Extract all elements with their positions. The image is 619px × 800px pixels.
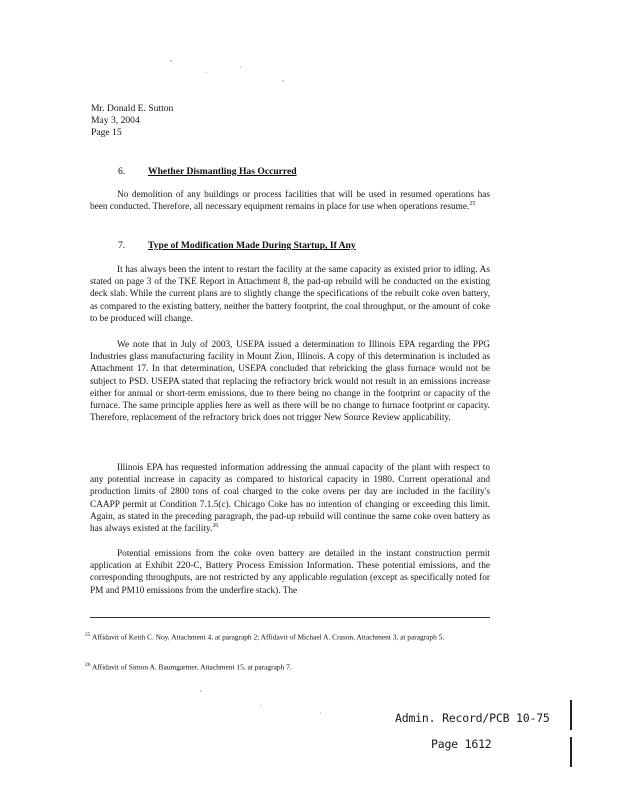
section-6-body (90, 189, 490, 213)
footnote (85, 630, 495, 642)
section-number: 7. (118, 240, 126, 251)
scan-speckle (205, 72, 207, 73)
section-title: Whether Dismantling Has Occurred (148, 166, 297, 177)
scan-speckle (260, 705, 262, 706)
footnote-text: Affidavit of Keith C. Noy, Attachment 4, at paragraph 2; Affidavit of Michael A. Crason, Attachment 3, at paragraph 5. (91, 632, 445, 642)
section-number: 6. (118, 166, 126, 177)
section-title: Type of Modification Made During Startup, If Any (148, 240, 356, 251)
scan-speckle (240, 66, 241, 68)
scan-speckle (282, 80, 284, 82)
scan-speckle (200, 690, 202, 692)
paragraph-text: No demolition of any buildings or process facilities that will be used in resumed operations has been conducted. Therefore, all necessary equipment remains in place for use when operations resume. (90, 190, 490, 213)
paragraph: We note that in July of 2003, USEPA issued a determination to Illinois EPA regarding the PPG Industries glass manufacturing facility in Mount Zion, Illinois. A copy of this determination is included as Attachment 17. In that determination, USEPA concluded that rebricking the glass furnace would not be subject to PSD. USEPA stated that replacing the refractory brick would not result in an emissions increase either for annual or short-term emissions, due to there being no change in the footprint or capacity of the furnace. The same principle applies here as well as there will be no change to furnace footprint or capacity. Therefore, replacement of the refractory brick does not trigger New Source Review applicability. (90, 340, 490, 424)
stamp-page-number: Page 1612 (431, 737, 492, 751)
footnote-number: 26 (85, 662, 91, 668)
margin-bar (570, 700, 572, 730)
section-heading-6 (118, 166, 297, 177)
margin-bar (570, 737, 572, 767)
recipient-name: Mr. Donald E. Sutton (91, 103, 174, 114)
footnote-divider (90, 617, 490, 618)
letter-header (91, 103, 173, 138)
footnote-ref: 26 (212, 522, 219, 529)
paragraph (90, 189, 490, 213)
section-7-para-3 (90, 462, 490, 535)
section-7-para-2 (90, 339, 490, 424)
admin-record-stamp: Admin. Record/PCB 10-75 (395, 711, 550, 725)
letter-date: May 3, 2004 (91, 114, 140, 126)
scan-speckle (170, 60, 172, 62)
footnote-text: Affidavit of Simon A. Baumgartner, Attachment 15, at paragraph 7. (91, 662, 292, 672)
letter-page-number: Page 15 (91, 126, 122, 138)
section-7-para-1 (90, 264, 490, 325)
paragraph: Potential emissions from the coke oven battery are detailed in the instant construction permit application at Exhibit 220-C, Battery Process Emission Information. These potential emissions, and the corresponding throughputs, are not restricted by any applicable regulation (except as specifically noted for PM and PM10 emissions from the underfire stack). The (90, 549, 490, 596)
section-7-para-4 (90, 548, 490, 597)
section-heading-7 (118, 240, 356, 251)
paragraph: It has always been the intent to restart the facility at the same capacity as existed prior to idling. As stated on page 3 of the TKE Report in Attachment 8, the pad-up rebuild will be conducted on the existing deck slab. While the current plans are to slightly change the specifications of the rebuilt coke oven battery, as compared to the existing battery, neither the battery footprint, the coal throughput, or the amount of coke to be produced will change. (90, 265, 490, 324)
footnote-number: 25 (85, 632, 91, 638)
footnote-ref: 25 (469, 201, 476, 208)
paragraph (90, 462, 490, 535)
footnote (85, 660, 495, 672)
scan-speckle (320, 712, 321, 714)
paragraph-text: Illinois EPA has requested information addressing the annual capacity of the plant with respect to any potential increase in capacity as compared to historical capacity in 1980. Current operational and production limits of 2800 tons of coal charged to the coke ovens per day are included in the facility's CAAPP permit at Condition 7.1.5(c). Chicago Coke has no intention of changing or exceeding this limit. Again, as stated in the preceding paragraph, the pad-up rebuild will continue the same coke oven battery as has always existed at the facility. (90, 463, 490, 535)
